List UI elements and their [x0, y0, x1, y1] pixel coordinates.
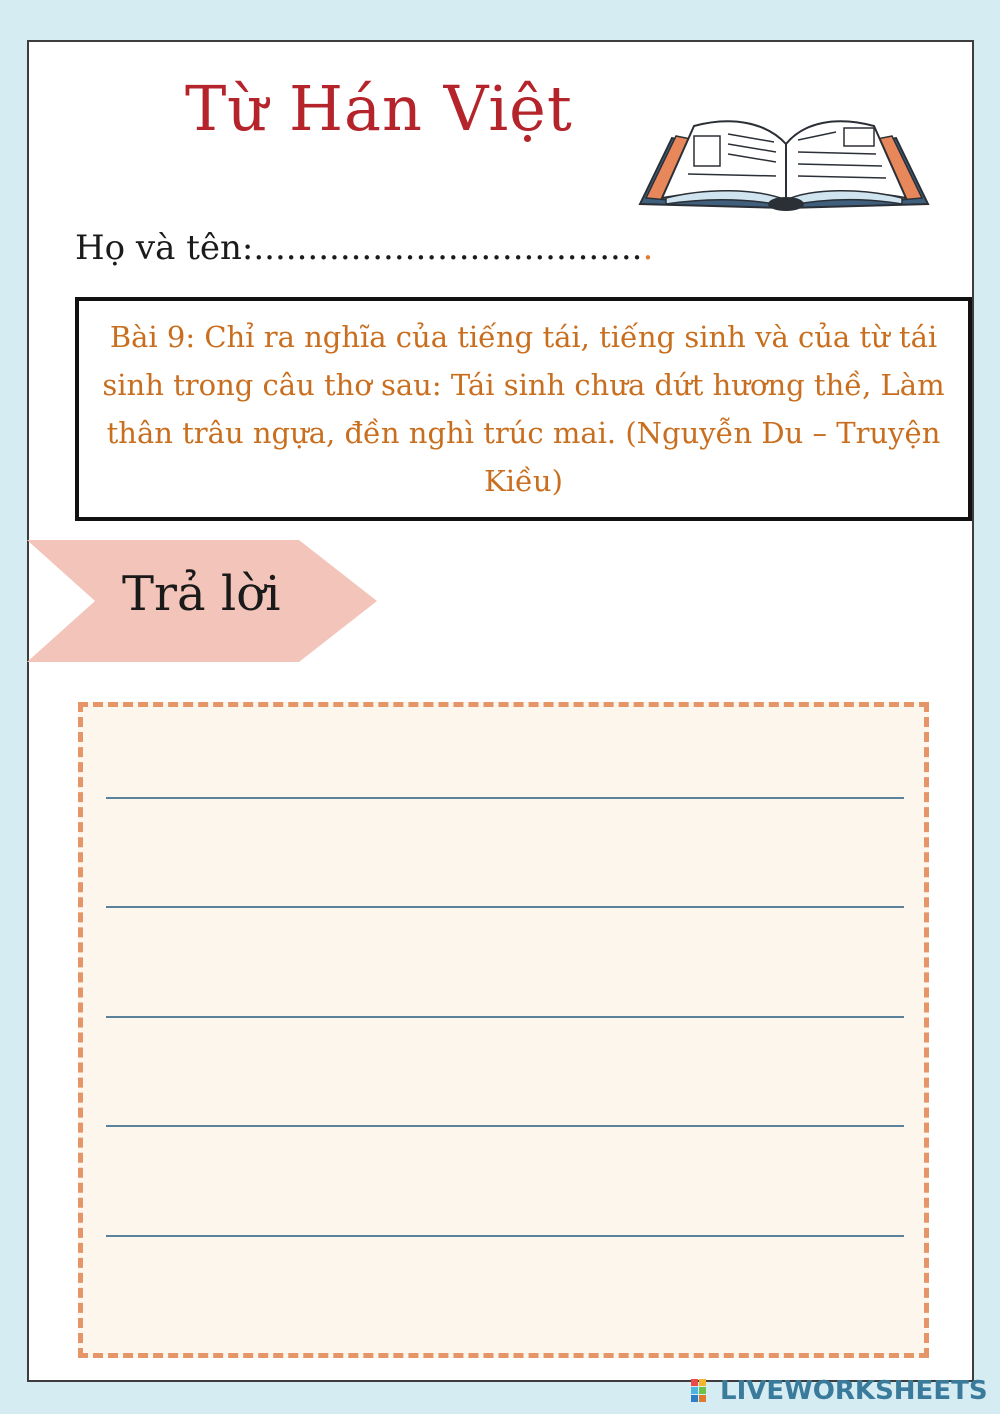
student-name-field[interactable]: [75, 228, 653, 268]
answer-label: Trả lời: [122, 566, 281, 622]
question-box: [75, 297, 972, 521]
answer-line[interactable]: [106, 906, 904, 908]
answer-banner: [27, 540, 377, 662]
page-title: Từ Hán Việt: [185, 72, 573, 145]
answer-area[interactable]: [78, 702, 929, 1358]
liveworksheets-logo-icon: [690, 1378, 716, 1404]
name-label: Họ và tên:: [75, 228, 254, 268]
open-book-icon: [636, 108, 931, 216]
name-dots: ....................................: [253, 228, 643, 268]
question-text: Bài 9: Chỉ ra nghĩa của tiếng tái, tiếng sinh và của từ tái sinh trong câu thơ sau: Tái sinh chưa dứt hương thề, Làm thân trâu ngựa, đền nghì trúc mai. (Nguyễn Du – Truyện Kiều): [102, 320, 945, 498]
liveworksheets-watermark: [690, 1376, 988, 1406]
watermark-text: LIVEWORKSHEETS: [720, 1376, 988, 1406]
answer-line[interactable]: [106, 797, 904, 799]
answer-line[interactable]: [106, 1125, 904, 1127]
answer-line[interactable]: [106, 1016, 904, 1018]
answer-line[interactable]: [106, 1235, 904, 1237]
name-dot-end: .: [642, 228, 654, 268]
